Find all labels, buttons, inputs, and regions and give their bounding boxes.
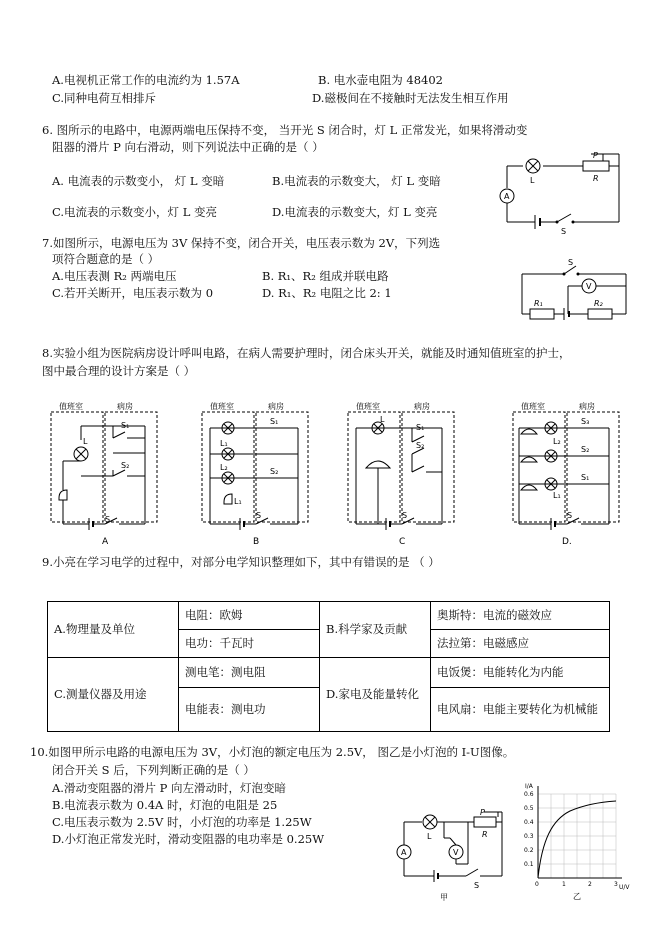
q10-fig-label-l: L <box>427 832 432 841</box>
q10-graph-ytick: 0.3 <box>524 833 534 840</box>
q7-fig-voltmeter-label: V <box>586 282 592 291</box>
q7-fig-label-s: S <box>568 258 574 267</box>
q6-fig-label-l: L <box>530 176 535 185</box>
q10-graph-xtick: 2 <box>588 881 592 888</box>
q10-option-d: D.小灯泡正常发光时，滑动变阻器的电功率是 0.25W <box>52 832 325 846</box>
q8a-label-l: L <box>83 437 88 446</box>
q8c-duty-label: 值班室 <box>356 402 380 411</box>
q8d-label-s1: S₁ <box>581 473 590 482</box>
q7-stem-line2: 项符合题意的是（ ） <box>52 252 160 266</box>
q9-cell-d-label: D.家电及能量转化 <box>320 658 431 732</box>
q7-circuit-diagram <box>512 258 634 328</box>
q10-stem-line2: 闭合开关 S 后，下列判断正确的是（ ） <box>52 763 255 777</box>
q9-stem: 9.小亮在学习电学的过程中，对部分电学知识整理如下，其中有错误的是 （ ） <box>42 555 440 569</box>
q8d-duty-label: 值班室 <box>521 402 545 411</box>
q8d-ward-label: 病房 <box>579 402 595 411</box>
q9-cell-d2: 电风扇：电能主要转化为机械能 <box>431 688 610 732</box>
q8b-label-s1: S₁ <box>270 417 279 426</box>
q9-cell-a-label: A.物理量及单位 <box>48 602 179 658</box>
q10-fig-caption-jia: 甲 <box>440 893 448 902</box>
q8d-label-s3: S₃ <box>581 417 590 426</box>
q8c-label-l: L <box>380 415 385 424</box>
q9-cell-b2: 法拉第：电磁感应 <box>431 630 610 658</box>
q8-option-b-label: B <box>253 537 260 547</box>
q6-option-a: A. 电流表的示数变小， 灯 L 变暗 <box>52 174 225 188</box>
q8c-label-s1: S₁ <box>416 423 425 432</box>
q7-option-c: C.若开关断开，电压表示数为 0 <box>52 286 214 300</box>
q10-graph-ytick: 0.5 <box>524 805 534 812</box>
q8-diagram-a <box>45 398 165 548</box>
q8-diagram-d <box>507 398 627 548</box>
q8a-label-s1: S₁ <box>121 421 130 430</box>
q10-fig-label-s: S <box>474 881 480 890</box>
q8a-label-s2: S₂ <box>121 461 130 470</box>
q10-graph-ytick: 0.6 <box>524 791 534 798</box>
q8a-duty-label: 值班室 <box>59 402 83 411</box>
q10-graph-caption-yi: 乙 <box>573 892 581 901</box>
q7-fig-label-r2: R₂ <box>594 299 603 308</box>
q10-option-c: C.电压表示数为 2.5V 时，小灯泡的功率是 1.25W <box>52 815 312 829</box>
q8-option-c-label: C <box>399 537 406 547</box>
q6-option-c: C.电流表的示数变小，灯 L 变亮 <box>52 205 217 219</box>
q9-cell-a2: 电功：千瓦时 <box>179 630 320 658</box>
q8d-label-l1: L₁ <box>553 491 561 500</box>
q10-circuit-jia <box>390 808 512 903</box>
q8b-label-s2: S₂ <box>270 467 279 476</box>
q9-cell-c2: 电能表：测电功 <box>179 688 320 732</box>
q8d-label-s: S <box>567 511 573 520</box>
q6-stem-line2: 阻器的滑片 P 向右滑动，则下列说法中正确的是（ ） <box>52 140 324 154</box>
q6-fig-label-s: S <box>561 227 567 236</box>
q8-stem-line2: 图中最合理的设计方案是（ ） <box>42 364 196 378</box>
q7-option-a: A.电压表测 R₂ 两端电压 <box>52 269 177 283</box>
q8d-label-l2: L₂ <box>553 437 561 446</box>
q9-cell-a1: 电阻：欧姆 <box>179 602 320 630</box>
q10-fig-label-p: P <box>480 808 485 817</box>
q8a-ward-label: 病房 <box>117 402 133 411</box>
q5-option-b: B. 电水壶电阻为 48402 <box>318 73 443 87</box>
q8b-duty-label: 值班室 <box>210 402 234 411</box>
q8c-ward-label: 病房 <box>414 402 430 411</box>
q6-option-b: B.电流表的示数变大， 灯 L 变暗 <box>272 174 441 188</box>
q6-fig-label-p: P <box>593 151 598 160</box>
q10-graph-xtick: 1 <box>562 881 566 888</box>
q9-knowledge-table <box>47 601 610 732</box>
q9-cell-b-label: B.科学家及贡献 <box>320 602 431 658</box>
q8b-label-s: S <box>256 511 262 520</box>
q8c-label-s: S <box>402 511 408 520</box>
q10-stem-line1: 10.如图甲所示电路的电源电压为 3V，小灯泡的额定电压为 2.5V， 图乙是小灯泡的 I-U图像。 <box>30 745 515 759</box>
q10-option-a: A.滑动变阻器的滑片 P 向左滑动时，灯泡变暗 <box>52 781 287 795</box>
q10-graph-ytick: 0.2 <box>524 847 534 854</box>
q10-graph-ytick: 0.1 <box>524 861 534 868</box>
q7-option-b: B. R₁、R₂ 组成并联电路 <box>262 269 389 283</box>
q8b-label-l1-top: L₁ <box>220 439 228 448</box>
q10-graph-x-unit: U/V <box>619 884 630 891</box>
q10-fig-label-r: R <box>482 830 488 839</box>
q5-option-c: C.同种电荷互相排斥 <box>52 91 157 105</box>
q6-fig-ammeter-label: A <box>504 192 510 201</box>
q10-fig-voltmeter-label: V <box>453 848 459 857</box>
q8-option-a-label: A <box>102 537 109 547</box>
q7-fig-label-r1: R₁ <box>534 299 543 308</box>
q9-cell-c1: 测电笔：测电阻 <box>179 658 320 688</box>
q7-stem-line1: 7.如图所示，电源电压为 3V 保持不变，闭合开关，电压表示数为 2V，下列选 <box>42 236 441 250</box>
q8-diagram-c <box>342 398 462 548</box>
q8b-label-l2: L₂ <box>220 463 228 472</box>
q10-graph-xtick: 3 <box>614 881 618 888</box>
q5-option-a: A.电视机正常工作的电流约为 1.57A <box>52 73 240 87</box>
q10-fig-ammeter-label: A <box>401 848 407 857</box>
q8d-label-s2: S₂ <box>581 445 590 454</box>
q9-cell-d1: 电饭煲：电能转化为内能 <box>431 658 610 688</box>
q5-option-d: D.磁极间在不接触时无法发生相互作用 <box>312 91 509 105</box>
q10-graph-y-unit: I/A <box>525 783 533 790</box>
q7-option-d: D. R₁、R₂ 电阻之比 2: 1 <box>262 286 392 300</box>
q8b-label-l1-bottom: L₁ <box>234 497 242 506</box>
q8a-label-s: S <box>105 515 111 524</box>
q10-iu-graph <box>518 780 633 902</box>
q10-graph-xtick: 0 <box>535 881 539 888</box>
q6-option-d: D.电流表的示数变大，灯 L 变亮 <box>272 205 438 219</box>
q6-circuit-diagram <box>495 150 625 236</box>
q6-stem-line1: 6. 图所示的电路中，电源两端电压保持不变， 当开光 S 闭合时，灯 L 正常发光，如果将滑动变 <box>42 123 528 137</box>
q8-option-d-label: D. <box>562 537 572 547</box>
q9-cell-b1: 奥斯特：电流的磁效应 <box>431 602 610 630</box>
q8c-label-s2: S₂ <box>416 441 425 450</box>
q10-graph-ytick: 0.4 <box>524 819 534 826</box>
q8-diagram-b <box>196 398 316 548</box>
q8-stem-line1: 8.实验小组为医院病房设计呼叫电路，在病人需要护理时，闭合床头开关，就能及时通知值班室的护士， <box>42 346 571 360</box>
q9-cell-c-label: C.测量仪器及用途 <box>48 658 179 732</box>
q10-option-b: B.电流表示数为 0.4A 时，灯泡的电阻是 25 <box>52 798 278 812</box>
q8b-ward-label: 病房 <box>268 402 284 411</box>
q6-fig-label-r: R <box>593 174 599 183</box>
